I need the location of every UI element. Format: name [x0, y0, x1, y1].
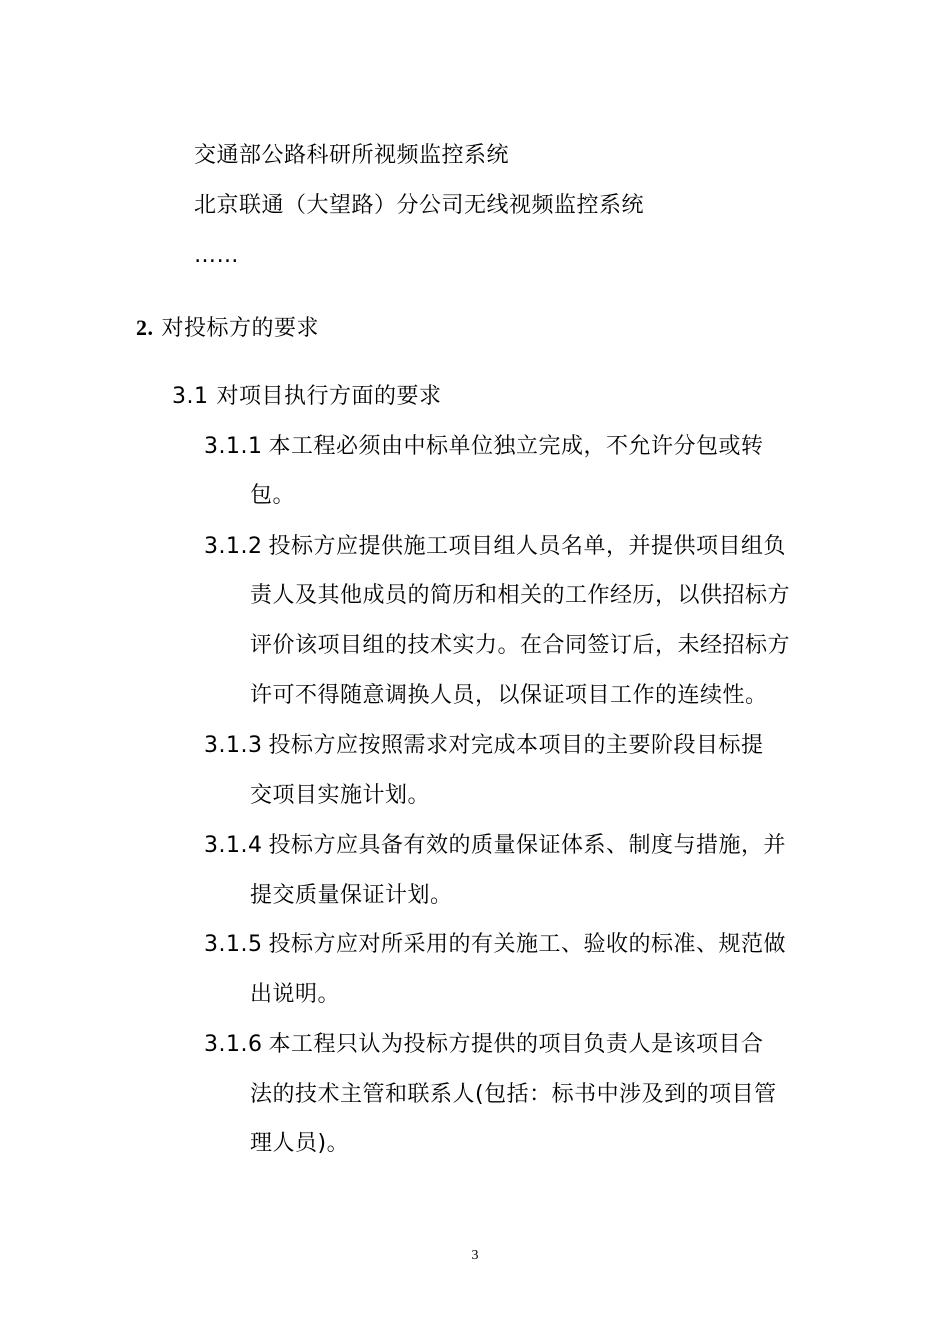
section-title: 对投标方的要求 — [161, 316, 320, 341]
subsection-title: 对项目执行方面的要求 — [216, 384, 442, 409]
system-line: 北京联通（大望路）分公司无线视频监控系统 — [194, 193, 645, 218]
item-text-line: 责人及其他成员的简历和相关的工作经历，以供招标方 — [250, 583, 791, 608]
item-number: 3.1.5 — [204, 932, 263, 957]
item-number: 3.1.1 — [204, 434, 263, 459]
item-number: 3.1.3 — [204, 733, 263, 758]
system-line: 交通部公路科研所视频监控系统 — [194, 143, 510, 168]
list-item — [204, 532, 786, 562]
item-number: 3.1.6 — [204, 1032, 263, 1057]
list-item — [204, 731, 764, 761]
list-item — [204, 432, 764, 462]
subsection-number: 3.1 — [172, 384, 209, 409]
item-text-line: 理人员)。 — [250, 1131, 350, 1156]
item-number: 3.1.4 — [204, 833, 263, 858]
list-item — [204, 1030, 764, 1060]
item-text-line: 投标方应对所采用的有关施工、验收的标准、规范做 — [268, 932, 786, 957]
item-text-line: 评价该项目组的技术实力。在合同签订后，未经招标方 — [250, 633, 791, 658]
section-heading — [136, 313, 319, 344]
item-text-line: 法的技术主管和联系人(包括：标书中涉及到的项目管 — [250, 1082, 777, 1107]
item-text-line: 本工程只认为投标方提供的项目负责人是该项目合 — [268, 1032, 764, 1057]
item-text-line: 投标方应按照需求对完成本项目的主要阶段目标提 — [268, 733, 764, 758]
item-text-line: 投标方应具备有效的质量保证体系、制度与措施，并 — [268, 833, 786, 858]
item-text-line: 出说明。 — [250, 982, 341, 1007]
item-text-line: 本工程必须由中标单位独立完成，不允许分包或转 — [268, 434, 764, 459]
item-text-line: 许可不得随意调换人员，以保证项目工作的连续性。 — [250, 683, 768, 708]
item-text-line: 投标方应提供施工项目组人员名单，并提供项目组负 — [268, 534, 786, 559]
section-number: 2. — [136, 315, 154, 340]
item-text-line: 提交质量保证计划。 — [250, 883, 453, 908]
subsection-heading — [172, 382, 442, 412]
list-item — [204, 831, 786, 861]
system-line-ellipsis: …… — [194, 243, 239, 268]
item-number: 3.1.2 — [204, 534, 263, 559]
page-number: 3 — [471, 1248, 479, 1263]
item-text-line: 交项目实施计划。 — [250, 783, 431, 808]
list-item — [204, 930, 786, 960]
item-text-line: 包。 — [250, 483, 296, 508]
